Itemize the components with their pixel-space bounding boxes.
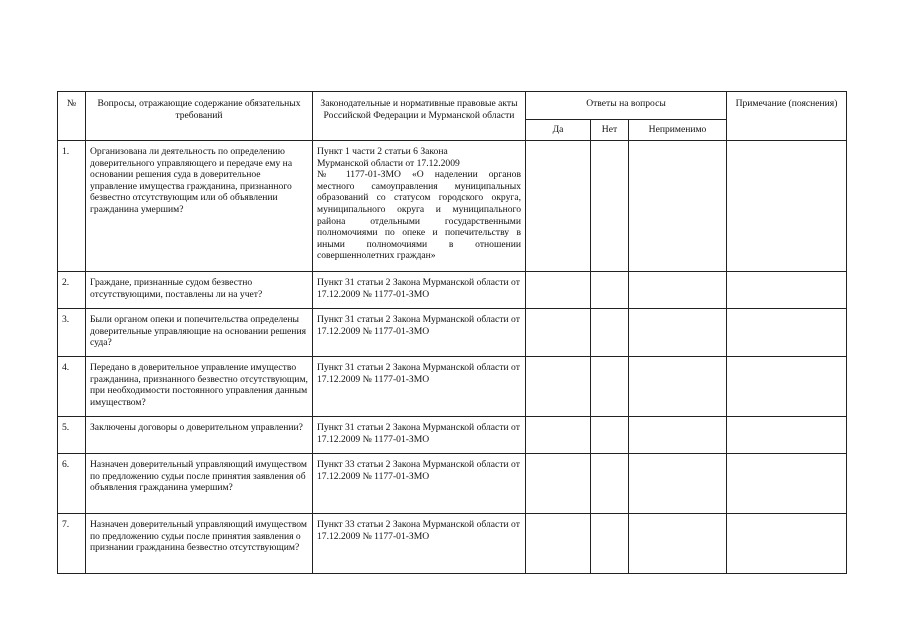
table-row <box>58 309 847 357</box>
legal-act-line: местного самоуправления муниципальных <box>317 180 521 192</box>
legal-act: Пункт 33 статьи 2 Закона Мурманской области от 17.12.2009 № 1177-01-ЗМО <box>313 454 526 514</box>
legal-act: Пункт 31 статьи 2 Закона Мурманской области от 17.12.2009 № 1177-01-ЗМО <box>313 417 526 454</box>
question-text: Заключены договоры о доверительном управлении? <box>86 417 313 454</box>
answer-na-cell[interactable] <box>629 309 727 357</box>
answer-na-cell[interactable] <box>629 454 727 514</box>
row-number: 4. <box>58 357 86 417</box>
answer-no-cell[interactable] <box>591 454 629 514</box>
answer-yes-cell[interactable] <box>526 454 591 514</box>
answer-yes-cell[interactable] <box>526 141 591 272</box>
legal-act-line: муниципального округа и муниципального <box>317 203 521 215</box>
question-text: Передано в доверительное управление имущество гражданина, признанного безвестно отсутствующим, при необходимости постоянного управления данным имуществом? <box>86 357 313 417</box>
note-cell[interactable] <box>727 454 847 514</box>
legal-act-line: совершеннолетних граждан» <box>317 250 436 262</box>
legal-act: Пункт 31 статьи 2 Закона Мурманской области от 17.12.2009 № 1177-01-ЗМО <box>313 357 526 417</box>
answer-yes-cell[interactable] <box>526 272 591 309</box>
table-row <box>58 454 847 514</box>
header-note: Примечание (пояснения) <box>727 92 847 141</box>
table-row <box>58 141 847 272</box>
header-acts: Законодательные и нормативные правовые акты Российской Федерации и Мурманской области <box>313 92 526 141</box>
answer-yes-cell[interactable] <box>526 309 591 357</box>
table-row <box>58 272 847 309</box>
header-num: № <box>58 92 86 141</box>
note-cell[interactable] <box>727 141 847 272</box>
note-cell[interactable] <box>727 514 847 574</box>
legal-act-line: № 1177-01-ЗМО «О наделении органов <box>317 169 521 181</box>
question-text: Назначен доверительный управляющий имуществом по предложению судьи после принятия заявления о признании гражданина безвестно отсутствующим? <box>86 514 313 574</box>
answer-yes-cell[interactable] <box>526 357 591 417</box>
header-yes: Да <box>526 120 591 141</box>
answer-na-cell[interactable] <box>629 417 727 454</box>
answer-no-cell[interactable] <box>591 141 629 272</box>
header-not-applicable: Неприменимо <box>629 120 727 141</box>
answer-no-cell[interactable] <box>591 417 629 454</box>
note-cell[interactable] <box>727 417 847 454</box>
question-text: Граждане, признанные судом безвестно отсутствующими, поставлены ли на учет? <box>86 272 313 309</box>
legal-act-line: полномочиями по опеке и попечительству в <box>317 227 521 239</box>
answer-na-cell[interactable] <box>629 272 727 309</box>
answer-no-cell[interactable] <box>591 357 629 417</box>
question-text: Были органом опеки и попечительства определены доверительные управляющие на основании решения суда? <box>86 309 313 357</box>
answer-no-cell[interactable] <box>591 272 629 309</box>
legal-act <box>313 141 526 272</box>
row-number: 2. <box>58 272 86 309</box>
legal-act-line: Мурманской области от 17.12.2009 <box>317 157 460 169</box>
answer-na-cell[interactable] <box>629 514 727 574</box>
answer-yes-cell[interactable] <box>526 417 591 454</box>
row-number: 7. <box>58 514 86 574</box>
question-text: Организована ли деятельность по определению доверительного управляющего и передаче ему на основании решения суда в доверительное управление имущества гражданина, признанного безвестно отсутствующим или об объявлении гражданина умершим? <box>86 141 313 272</box>
header-no: Нет <box>591 120 629 141</box>
note-cell[interactable] <box>727 357 847 417</box>
table-row <box>58 514 847 574</box>
row-number: 1. <box>58 141 86 272</box>
table-row <box>58 357 847 417</box>
answer-na-cell[interactable] <box>629 357 727 417</box>
answer-yes-cell[interactable] <box>526 514 591 574</box>
answer-no-cell[interactable] <box>591 309 629 357</box>
table-row <box>58 417 847 454</box>
row-number: 5. <box>58 417 86 454</box>
legal-act: Пункт 31 статьи 2 Закона Мурманской области от 17.12.2009 № 1177-01-ЗМО <box>313 272 526 309</box>
legal-act-line: иными полномочиями в отношении <box>317 238 521 250</box>
header-questions: Вопросы, отражающие содержание обязательных требований <box>86 92 313 141</box>
header-answers: Ответы на вопросы <box>526 92 727 120</box>
note-cell[interactable] <box>727 309 847 357</box>
answer-na-cell[interactable] <box>629 141 727 272</box>
note-cell[interactable] <box>727 272 847 309</box>
row-number: 6. <box>58 454 86 514</box>
legal-act-line: образований со статусом городского округа, <box>317 192 521 204</box>
legal-act: Пункт 31 статьи 2 Закона Мурманской области от 17.12.2009 № 1177-01-ЗМО <box>313 309 526 357</box>
legal-act-line: Пункт 1 части 2 статьи 6 Закона <box>317 146 448 157</box>
legal-act: Пункт 33 статьи 2 Закона Мурманской области от 17.12.2009 № 1177-01-ЗМО <box>313 514 526 574</box>
answer-no-cell[interactable] <box>591 514 629 574</box>
row-number: 3. <box>58 309 86 357</box>
question-text: Назначен доверительный управляющий имуществом по предложению судьи после принятия заявления об объявления гражданина умершим? <box>86 454 313 514</box>
legal-act-line: района отдельными государственными <box>317 215 521 227</box>
checklist-table <box>57 91 847 574</box>
